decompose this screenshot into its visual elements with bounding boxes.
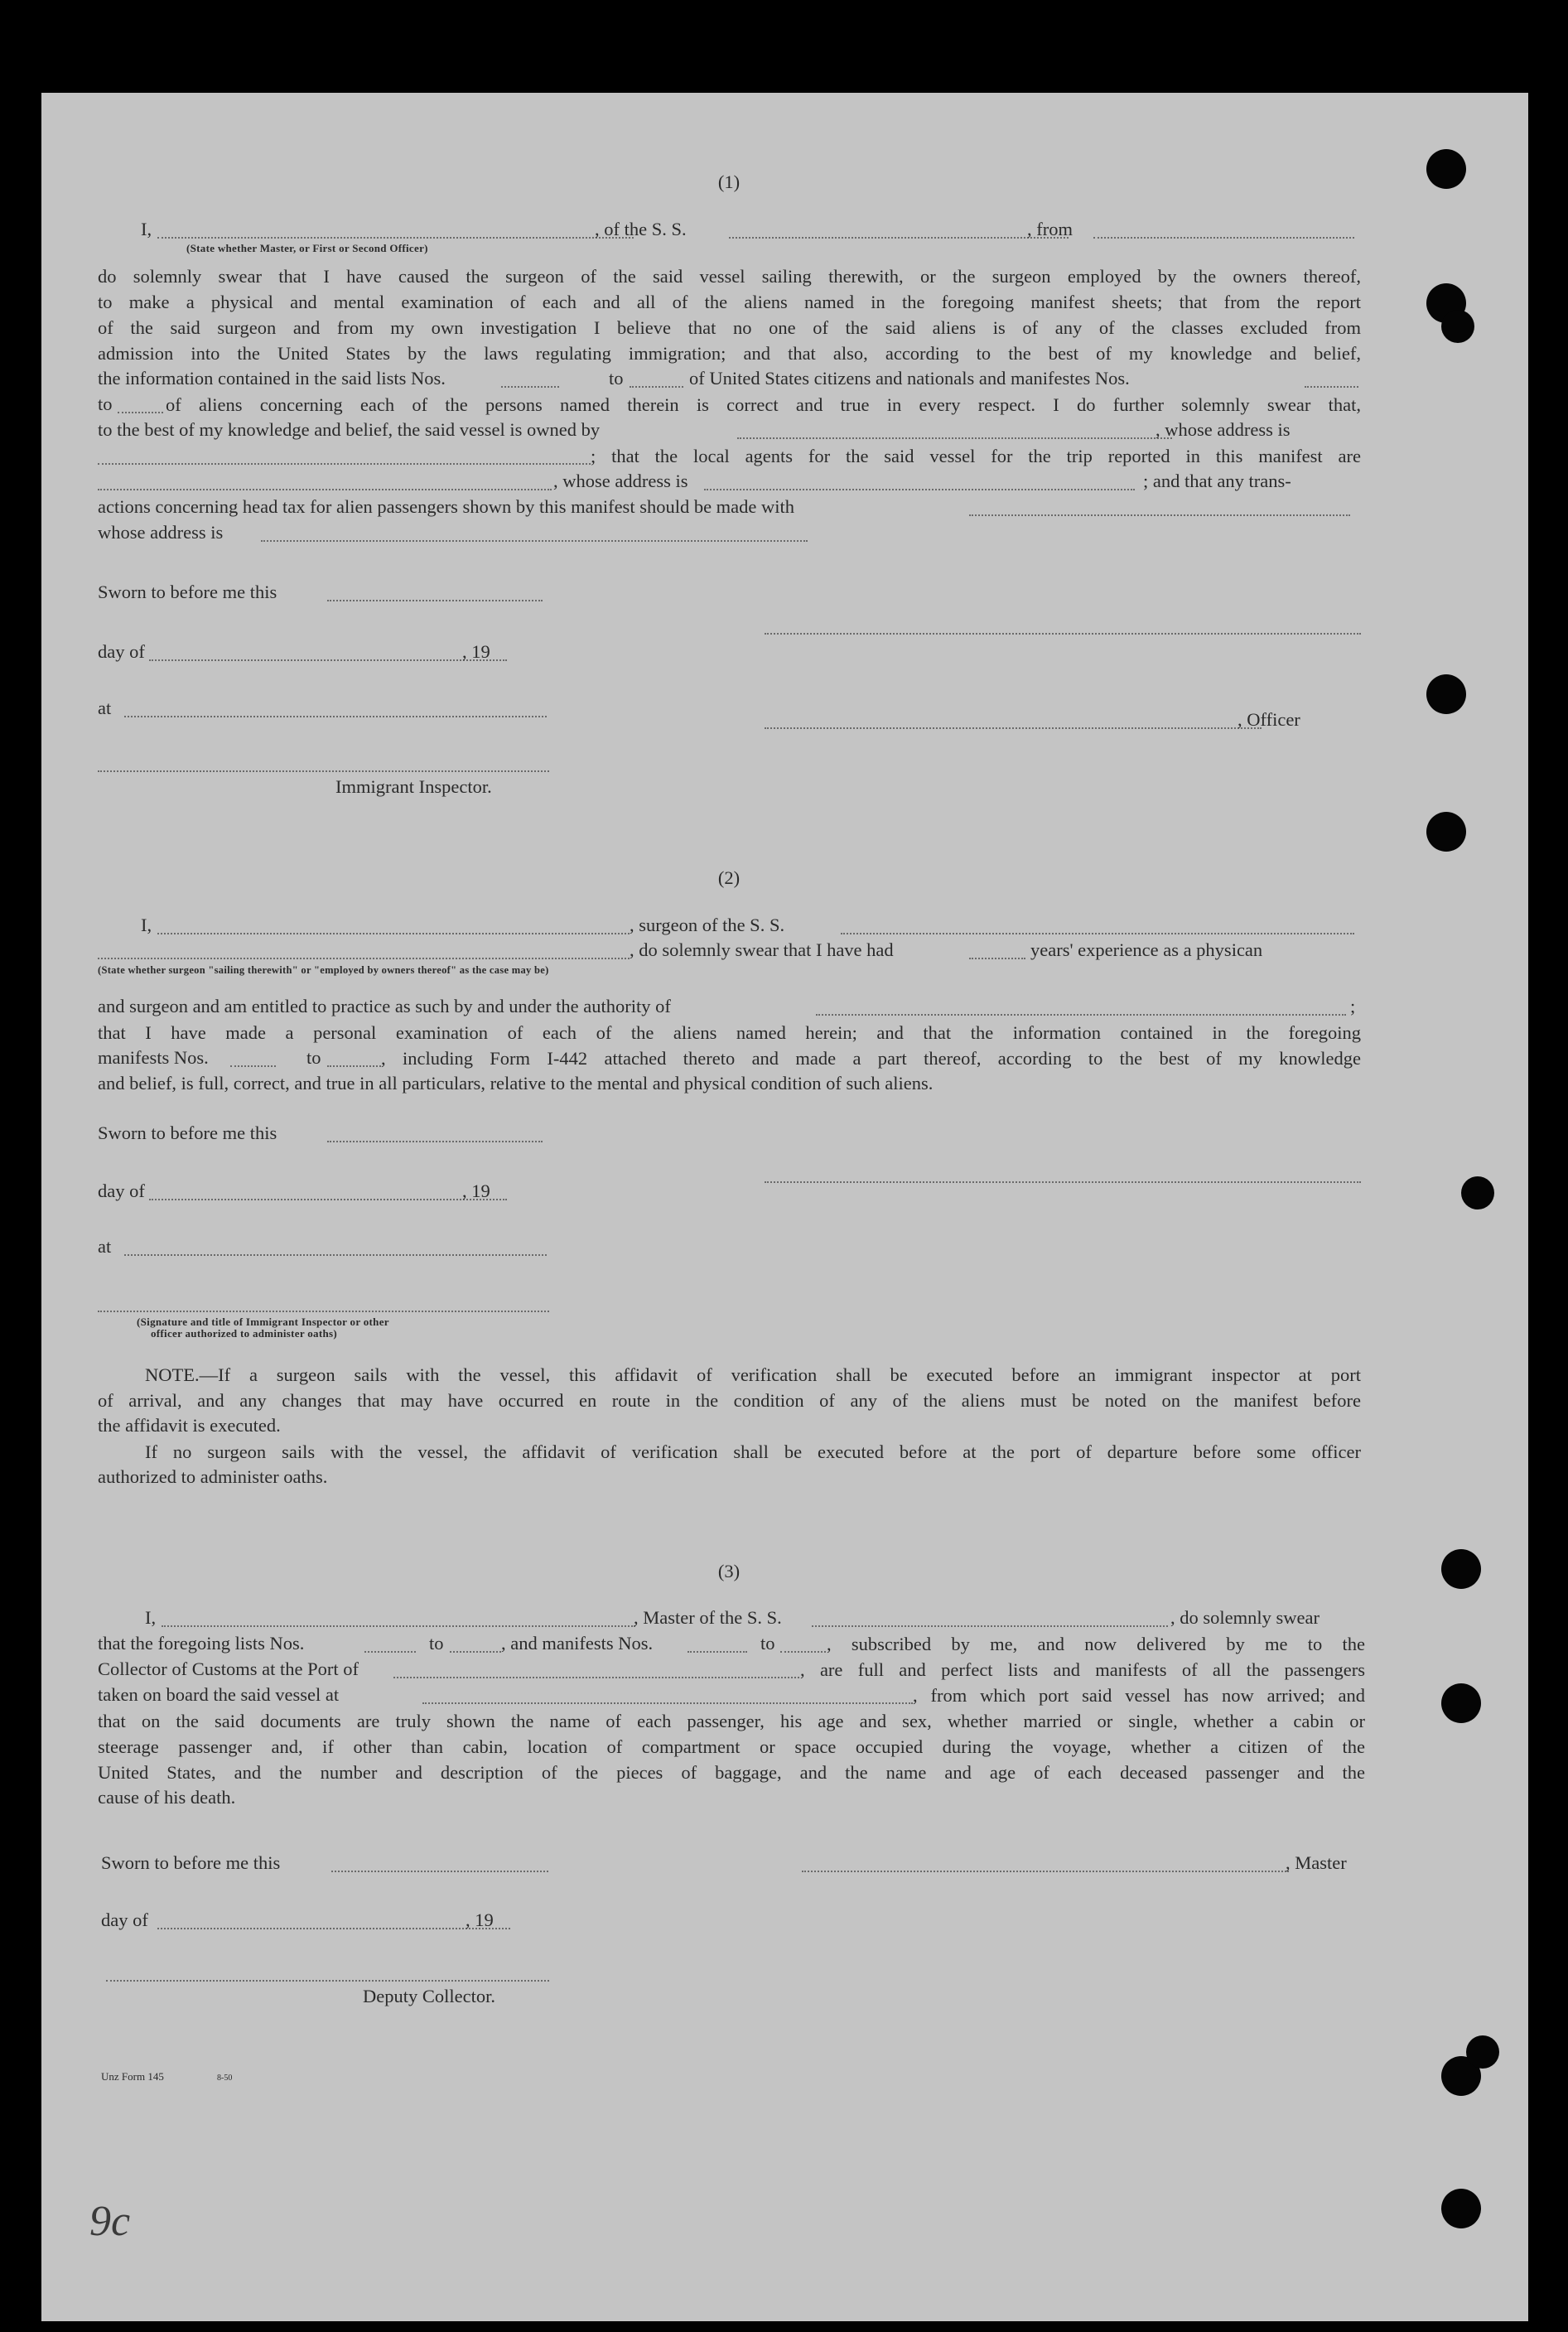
taken-on-board-blank[interactable] bbox=[422, 1702, 913, 1704]
s1-transactions-label: ; and that any trans- bbox=[1143, 471, 1291, 491]
s3-text-line: that on the said documents are truly shown the name of each passenger, his age and sex, whether married or single, whether a cabin or bbox=[98, 1711, 1365, 1731]
s1-at-label: at bbox=[98, 698, 112, 718]
s2-year-label: , 19 bbox=[462, 1180, 490, 1201]
s1-text-line: admission into the United States by the laws regulating immigration; and that also, according to the best of my knowledge and belief, bbox=[98, 343, 1361, 364]
punch-hole bbox=[1441, 1549, 1481, 1589]
master-name-blank[interactable] bbox=[162, 1625, 635, 1627]
s3-i-label: I, bbox=[145, 1607, 157, 1628]
s2-day-label: day of bbox=[98, 1180, 145, 1201]
head-tax-blank[interactable] bbox=[969, 514, 1350, 516]
lists-to-blank[interactable] bbox=[630, 386, 683, 388]
surgeon-name-blank[interactable] bbox=[157, 933, 630, 934]
note-line: NOTE.—If a surgeon sails with the vessel, this affidavit of verification shall be executed before an immigrant inspector at port bbox=[145, 1364, 1361, 1385]
master-signature-blank[interactable] bbox=[802, 1871, 1289, 1872]
s3-deputy-label: Deputy Collector. bbox=[363, 1986, 495, 2006]
manifests-from-blank[interactable] bbox=[1305, 386, 1358, 388]
section-number-3: (3) bbox=[717, 1561, 741, 1581]
s1-i-label: I, bbox=[141, 219, 152, 239]
s2-manifests-label: manifests Nos. bbox=[98, 1047, 209, 1068]
s2-at-label: at bbox=[98, 1236, 112, 1257]
head-tax-address-blank[interactable] bbox=[261, 540, 808, 542]
s3-to-label: to bbox=[429, 1633, 444, 1654]
s3-taken-label: taken on board the said vessel at bbox=[98, 1684, 340, 1705]
punch-hole bbox=[1441, 310, 1474, 343]
s3-text-line: , are full and perfect lists and manifests of all the passengers bbox=[800, 1659, 1365, 1680]
note-line: the affidavit is executed. bbox=[98, 1415, 281, 1436]
inspector-signature-blank[interactable] bbox=[98, 770, 549, 772]
s1-text-line: of aliens concerning each of the persons named therein is correct and true in every respect. I do further solemnly swear that, bbox=[166, 394, 1361, 415]
s1-year-label: , 19 bbox=[462, 641, 490, 662]
s3-master-label: , Master bbox=[1286, 1852, 1347, 1873]
s2-authority-label: and surgeon and am entitled to practice as such by and under the authority of bbox=[98, 996, 671, 1016]
years-experience-blank[interactable] bbox=[969, 958, 1025, 959]
s3-master-of-label: , Master of the S. S. bbox=[634, 1607, 782, 1628]
s1-whose-address-label: whose address is bbox=[98, 522, 224, 543]
note-line: If no surgeon sails with the vessel, the affidavit of verification shall be executed before at the port of departure before some officer bbox=[145, 1441, 1361, 1462]
s3-sworn-date-blank[interactable] bbox=[331, 1871, 548, 1872]
handwritten-mark: 9c bbox=[89, 2198, 131, 2245]
s2-text-line: and belief, is full, correct, and true in all particulars, relative to the mental and physical condition of such aliens. bbox=[98, 1073, 934, 1094]
note-line: of arrival, and any changes that may have occurred en route in the condition of any of the aliens must be noted on the manifest before bbox=[98, 1390, 1361, 1411]
s3-text-line: steerage passenger and, if other than cabin, location of compartment or space occupied during the voyage, whether a citizen of the bbox=[98, 1736, 1365, 1757]
s1-day-label: day of bbox=[98, 641, 145, 662]
section-number-2: (2) bbox=[717, 867, 741, 888]
s1-sworn-label: Sworn to before me this bbox=[98, 582, 277, 602]
s3-lists-to-blank[interactable] bbox=[450, 1651, 501, 1653]
s3-text-line: cause of his death. bbox=[98, 1787, 236, 1808]
s3-lists-from-blank[interactable] bbox=[364, 1651, 416, 1653]
s1-inspector-label: Immigrant Inspector. bbox=[335, 776, 492, 797]
s3-year-label: , 19 bbox=[466, 1910, 494, 1930]
s2-sworn-label: Sworn to before me this bbox=[98, 1123, 277, 1143]
s1-address-label: , whose address is bbox=[1155, 419, 1291, 440]
s1-at-blank[interactable] bbox=[124, 716, 547, 717]
s1-master-note: (State whether Master, or First or Second Officer) bbox=[186, 242, 428, 254]
s1-lists-label: the information contained in the said lists Nos. bbox=[98, 368, 446, 389]
s2-text-line: , including Form I-442 attached thereto and made a part thereof, according to the best of my knowledge bbox=[381, 1048, 1361, 1069]
s1-to-label: to bbox=[98, 393, 113, 414]
port-of-blank[interactable] bbox=[393, 1677, 799, 1678]
manifests-to-blank[interactable] bbox=[118, 412, 163, 413]
s1-of-ss-label: , of the S. S. bbox=[595, 219, 687, 239]
s2-inspector-signature-blank[interactable] bbox=[98, 1311, 549, 1312]
s2-i-label: I, bbox=[141, 915, 152, 935]
s1-officer-label: , Officer bbox=[1238, 709, 1300, 730]
punch-hole bbox=[1441, 1683, 1481, 1723]
s2-manifests-to-blank[interactable] bbox=[327, 1065, 381, 1067]
s1-signature-blank[interactable] bbox=[765, 633, 1361, 635]
s3-text-line: United States, and the number and description of the pieces of baggage, and the name and age of each deceased passenger and the bbox=[98, 1762, 1365, 1783]
s3-lists-label: that the foregoing lists Nos. bbox=[98, 1633, 305, 1654]
officer-name-blank[interactable] bbox=[157, 237, 634, 239]
s2-sig-note-1: (Signature and title of Immigrant Inspector or other bbox=[137, 1316, 389, 1328]
s3-day-blank[interactable] bbox=[157, 1928, 510, 1929]
s1-day-blank[interactable] bbox=[149, 659, 507, 661]
owner-blank[interactable] bbox=[737, 437, 1172, 439]
punch-hole bbox=[1466, 2035, 1499, 2069]
s2-at-blank[interactable] bbox=[124, 1254, 547, 1256]
s2-swear-label: , do solemnly swear that I have had bbox=[630, 939, 894, 960]
surgeon-status-blank[interactable] bbox=[98, 958, 630, 959]
punch-hole bbox=[1426, 149, 1466, 189]
authority-blank[interactable] bbox=[816, 1014, 1346, 1016]
s3-text-line: , subscribed by me, and now delivered by me to the bbox=[827, 1634, 1365, 1654]
s2-semicolon: ; bbox=[1350, 996, 1356, 1016]
s2-manifests-from-blank[interactable] bbox=[230, 1065, 276, 1067]
s2-years-label: years' experience as a physican bbox=[1030, 939, 1263, 960]
form-code: 8-50 bbox=[217, 2074, 233, 2083]
s2-to-label: to bbox=[306, 1047, 321, 1068]
s2-sig-note-2: officer authorized to administer oaths) bbox=[151, 1327, 337, 1340]
s3-manifests-label: , and manifests Nos. bbox=[501, 1633, 654, 1654]
manifest-page bbox=[41, 93, 1528, 2321]
from-port-blank[interactable] bbox=[1093, 237, 1354, 239]
punch-hole bbox=[1461, 1176, 1494, 1209]
s3-vessel-blank[interactable] bbox=[812, 1625, 1168, 1627]
s2-text-line: that I have made a personal examination of each of the aliens named herein; and that the information contained in the foregoing bbox=[98, 1022, 1361, 1043]
vessel-name-blank[interactable] bbox=[729, 237, 1069, 239]
s1-owned-label: to the best of my knowledge and belief, the said vessel is owned by bbox=[98, 419, 601, 440]
s1-to-label: to bbox=[609, 368, 624, 389]
agents-address-blank[interactable] bbox=[704, 489, 1135, 490]
s2-sworn-date-blank[interactable] bbox=[327, 1141, 543, 1142]
punch-hole bbox=[1426, 812, 1466, 852]
s2-day-blank[interactable] bbox=[149, 1199, 507, 1200]
section-number-1: (1) bbox=[717, 171, 741, 192]
s1-address-label: , whose address is bbox=[553, 471, 688, 491]
s2-vessel-blank[interactable] bbox=[841, 933, 1354, 934]
deputy-signature-blank[interactable] bbox=[106, 1980, 549, 1982]
s3-swear-label: , do solemnly swear bbox=[1170, 1607, 1320, 1628]
s1-head-tax-label: actions concerning head tax for alien passengers shown by this manifest should be made with bbox=[98, 496, 795, 517]
s1-sworn-date-blank[interactable] bbox=[327, 600, 543, 601]
s3-port-label: Collector of Customs at the Port of bbox=[98, 1658, 359, 1679]
s3-to-label: to bbox=[760, 1633, 775, 1654]
s2-surgeon-note: (State whether surgeon "sailing therewith" or "employed by owners thereof" as the case may be) bbox=[98, 964, 549, 976]
surgeon-signature-blank[interactable] bbox=[765, 1181, 1361, 1183]
s1-from-label: , from bbox=[1027, 219, 1073, 239]
owner-address-blank[interactable] bbox=[98, 463, 591, 465]
punch-hole bbox=[1426, 674, 1466, 714]
form-number: Unz Form 145 bbox=[101, 2070, 164, 2083]
s3-sworn-label: Sworn to before me this bbox=[101, 1852, 281, 1873]
agents-blank[interactable] bbox=[98, 489, 552, 490]
s3-day-label: day of bbox=[101, 1910, 148, 1930]
s1-text-line: ; that the local agents for the said vessel for the trip reported in this manifest are bbox=[591, 446, 1361, 466]
officer-signature-blank[interactable] bbox=[765, 727, 1262, 729]
s1-text-line: to make a physical and mental examination of each and all of the aliens named in the foregoing manifest sheets; that from the report bbox=[98, 292, 1361, 312]
note-line: authorized to administer oaths. bbox=[98, 1466, 328, 1487]
s2-surgeon-of-label: , surgeon of the S. S. bbox=[630, 915, 785, 935]
s1-text-line: do solemnly swear that I have caused the surgeon of the said vessel sailing therewith, or the surgeon employed by the owners thereof, bbox=[98, 266, 1361, 287]
s3-manifests-to-blank[interactable] bbox=[780, 1651, 826, 1653]
s1-text-line: of the said surgeon and from my own investigation I believe that no one of the said aliens is of any of the classes excluded from bbox=[98, 317, 1361, 338]
s3-manifests-from-blank[interactable] bbox=[688, 1651, 747, 1653]
s1-citizens-label: of United States citizens and nationals and manifestes Nos. bbox=[689, 368, 1130, 389]
punch-hole bbox=[1441, 2189, 1481, 2228]
lists-from-blank[interactable] bbox=[501, 386, 559, 388]
s3-text-line: , from which port said vessel has now arrived; and bbox=[913, 1685, 1365, 1706]
